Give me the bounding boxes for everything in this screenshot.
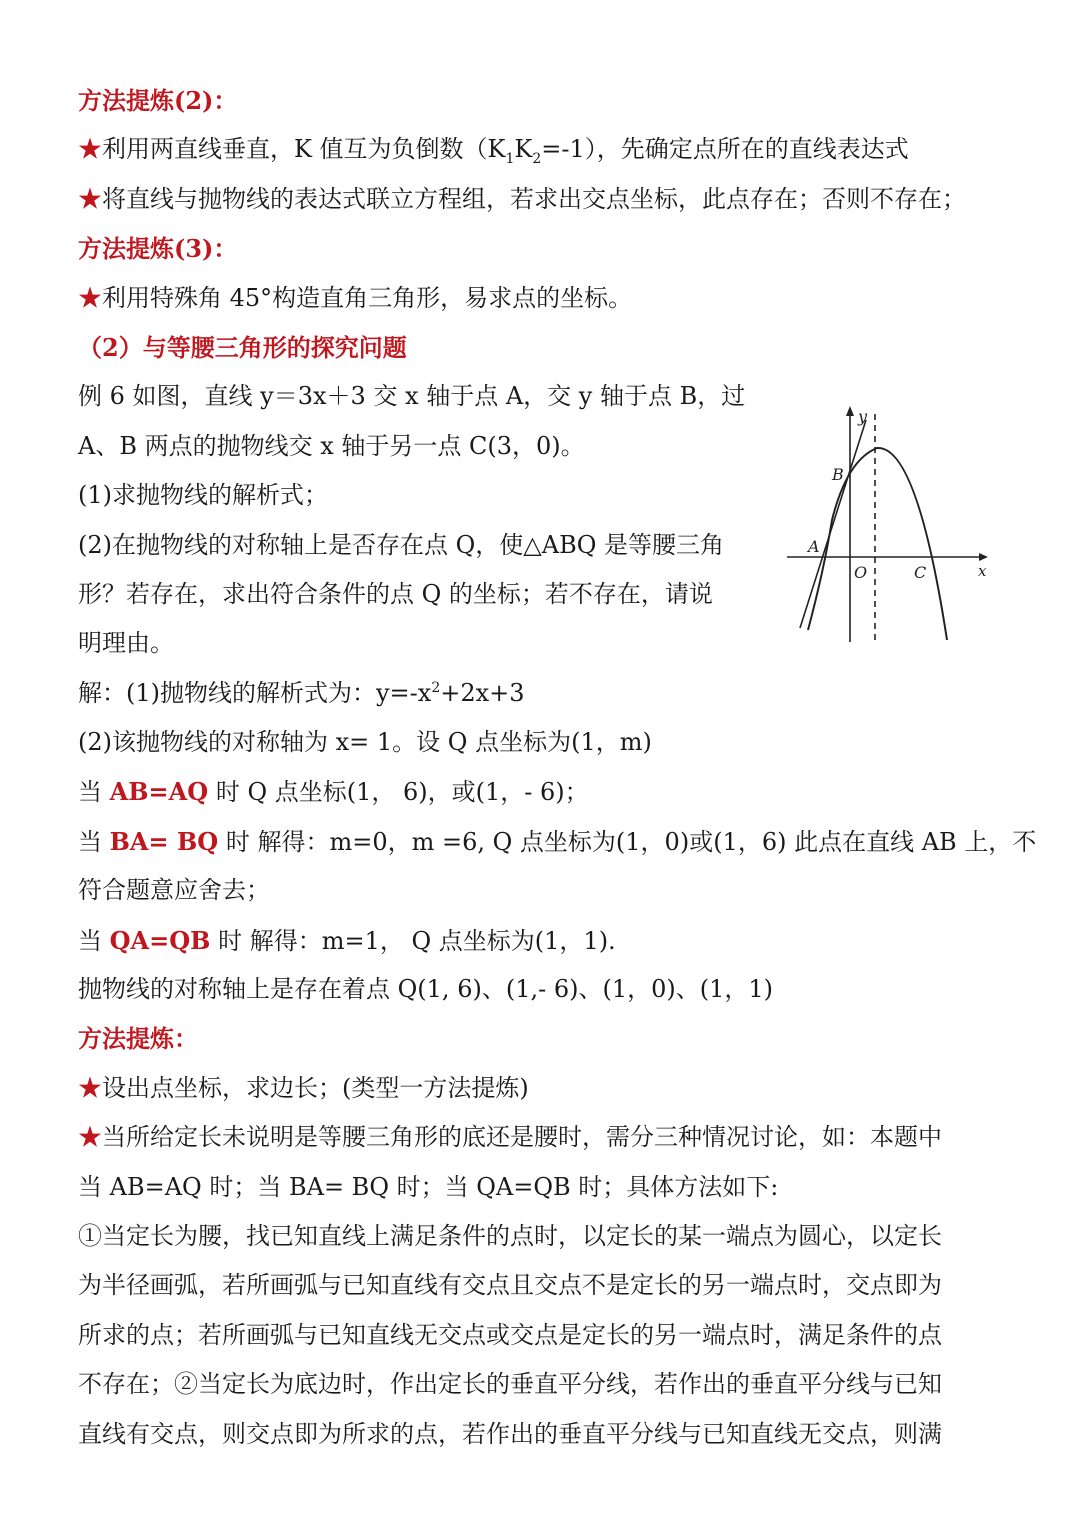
method2-point-2: ★将直线与抛物线的表达式联立方程组，若求出交点坐标，此点存在；否则不存在； [78,184,966,213]
question-2-line-3: 明理由。 [78,629,174,658]
method-point-3-line-3: 所求的点；若所画弧与已知直线无交点或交点是定长的另一端点时，满足条件的点 [78,1320,942,1349]
case-ba-bq: 当 BA= BQ 时 解得：m=0，m =6, Q 点坐标为(1，0)或(1，6) 此点在直线 AB 上，不 [78,826,1037,856]
parabola-figure [782,400,992,650]
case-qa-qb: 当 QA=QB 时 解得：m=1， Q 点坐标为(1，1). [78,925,616,955]
star-icon: ★ [78,1123,102,1152]
method2-point-1: ★利用两直线垂直，K 值互为负倒数$(K_1K_2=-1)$，先确定点所在的直线表达式 [78,135,909,168]
method3-point-1: ★利用特殊角 45°构造直角三角形，易求点的坐标。 [78,283,633,312]
question-2-line-2: 形？若存在，求出符合条件的点 Q 的坐标；若不存在，请说 [78,579,713,608]
document-page [78,76,1037,1459]
line-ab [800,420,866,628]
label-a: A [808,537,820,556]
method-point-3-line-5: 直线有交点，则交点即为所求的点，若作出的垂直平分线与已知直线无交点，则满 [78,1419,942,1448]
star-icon: ★ [78,135,102,164]
conclusion: 抛物线的对称轴上是存在着点 Q(1, 6)、(1,- 6)、(1，0)、(1，1) [78,975,773,1004]
star-icon: ★ [78,1073,102,1102]
example-line-2: A、B 两点的抛物线交 x 轴于另一点 C(3，0)。 [78,431,585,460]
star-icon: ★ [78,184,102,213]
method-point-1: ★设出点坐标，求边长；(类型一方法提炼) [78,1073,529,1102]
method-point-2-line-1: ★当所给定长未说明是等腰三角形的底还是腰时，需分三种情况讨论，如：本题中 [78,1123,942,1152]
method-point-2-line-2: 当 AB=AQ 时；当 BA= BQ 时；当 QA=QB 时；具体方法如下: [78,1172,779,1201]
method2-title: 方法提炼(2)： [78,86,238,115]
parabola-curve [808,448,947,640]
label-y: y [858,407,868,426]
method3-title: 方法提炼(3)： [78,234,238,264]
y-axis-arrow-icon [846,406,854,416]
section-heading: （2）与等腰三角形的探究问题 [78,332,407,362]
solution-2: (2)该抛物线的对称轴为 x= 1。设 Q 点坐标为(1，m) [78,728,652,757]
case-ab-aq: 当 AB=AQ 时 Q 点坐标(1， 6)，或(1，- 6)； [78,777,589,807]
method-point-3-line-2: 为半径画弧，若所画弧与已知直线有交点且交点不是定长的另一端点时，交点即为 [78,1271,942,1300]
case-ba-bq-line-2: 符合题意应舍去； [78,876,270,905]
label-b: B [832,465,844,484]
example-line-1: 例 6 如图，直线 y＝3x＋3 交 x 轴于点 A，交 y 轴于点 B，过 [78,382,746,411]
question-2-line-1: (2)在抛物线的对称轴上是否存在点 Q，使△ABQ 是等腰三角 [78,530,725,559]
method-title: 方法提炼： [78,1024,198,1054]
label-x: x [978,562,987,580]
question-1: (1)求抛物线的解析式； [78,481,328,510]
label-o: O [854,563,868,582]
label-c: C [914,563,927,582]
star-icon: ★ [78,283,102,312]
method-point-3-line-1: ①当定长为腰，找已知直线上满足条件的点时，以定长的某一端点为圆心，以定长 [78,1221,942,1250]
method-point-3-line-4: 不存在；②当定长为底边时，作出定长的垂直平分线，若作出的垂直平分线与已知 [78,1370,942,1399]
solution-1: 解：(1)抛物线的解析式为：$y=-x^2+2x+3$ [78,678,525,707]
x-axis-arrow-icon [979,553,988,561]
